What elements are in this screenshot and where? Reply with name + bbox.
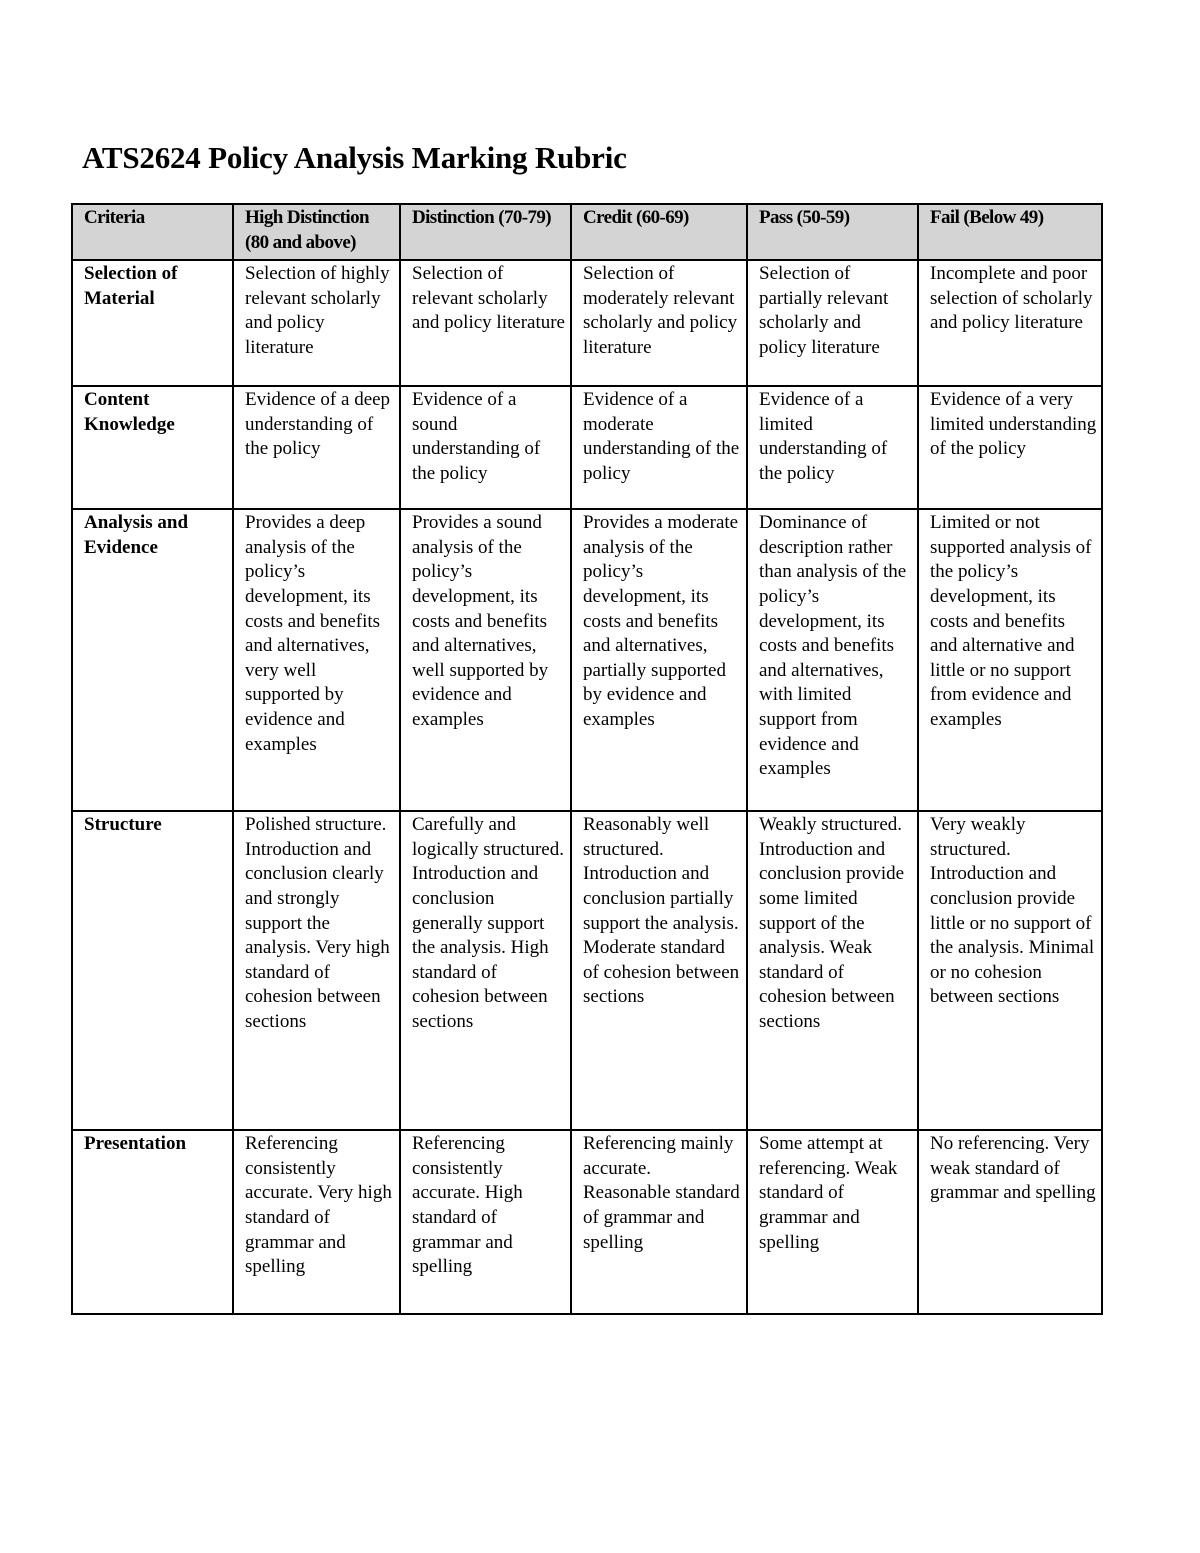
header-criteria: Criteria [72, 204, 233, 260]
table-row-analysis-and-evidence [72, 509, 1102, 811]
rubric-cell-high-distinction: Selection of highly relevant scholarly and policy literature [233, 260, 400, 386]
rubric-cell-fail: No referencing. Very weak standard of grammar and spelling [918, 1130, 1102, 1314]
rubric-cell-high-distinction: Polished structure. Introduction and conclusion clearly and strongly support the analysis. Very high standard of cohesion between sections [233, 811, 400, 1130]
rubric-cell-high-distinction: Referencing consistently accurate. Very high standard of grammar and spelling [233, 1130, 400, 1314]
header-pass: Pass (50-59) [747, 204, 918, 260]
table-row-content-knowledge [72, 386, 1102, 509]
rubric-cell-distinction: Evidence of a sound understanding of the policy [400, 386, 571, 509]
header-row [72, 204, 1102, 260]
rubric-cell-credit: Evidence of a moderate understanding of the policy [571, 386, 747, 509]
rubric-cell-fail: Incomplete and poor selection of scholarly and policy literature [918, 260, 1102, 386]
rubric-cell-pass: Evidence of a limited understanding of the policy [747, 386, 918, 509]
rubric-cell-pass: Dominance of description rather than analysis of the policy’s development, its costs and benefits and alternatives, with limited support from evidence and examples [747, 509, 918, 811]
rubric-cell-distinction: Provides a sound analysis of the policy’s development, its costs and benefits and alternatives, well supported by evidence and examples [400, 509, 571, 811]
rubric-cell-credit: Provides a moderate analysis of the policy’s development, its costs and benefits and alternatives, partially supported by evidence and examples [571, 509, 747, 811]
rubric-cell-pass: Weakly structured. Introduction and conclusion provide some limited support of the analysis. Weak standard of cohesion between sections [747, 811, 918, 1130]
rubric-cell-distinction: Carefully and logically structured. Introduction and conclusion generally support the analysis. High standard of cohesion between sections [400, 811, 571, 1130]
table-row-selection-of-material [72, 260, 1102, 386]
criterion-cell: Content Knowledge [72, 386, 233, 509]
rubric-cell-credit: Reasonably well structured. Introduction and conclusion partially support the analysis. Moderate standard of cohesion between sections [571, 811, 747, 1130]
header-high-distinction: High Distinction (80 and above) [233, 204, 400, 260]
header-credit: Credit (60-69) [571, 204, 747, 260]
rubric-cell-fail: Evidence of a very limited understanding of the policy [918, 386, 1102, 509]
criterion-cell: Presentation [72, 1130, 233, 1314]
rubric-cell-high-distinction: Provides a deep analysis of the policy’s development, its costs and benefits and alternatives, very well supported by evidence and examples [233, 509, 400, 811]
rubric-cell-pass: Some attempt at referencing. Weak standard of grammar and spelling [747, 1130, 918, 1314]
rubric-cell-credit: Selection of moderately relevant scholarly and policy literature [571, 260, 747, 386]
rubric-cell-fail: Very weakly structured. Introduction and conclusion provide little or no support of the analysis. Minimal or no cohesion between sections [918, 811, 1102, 1130]
rubric-cell-distinction: Selection of relevant scholarly and policy literature [400, 260, 571, 386]
rubric-cell-fail: Limited or not supported analysis of the policy’s development, its costs and benefits and alternative and little or no support from evidence and examples [918, 509, 1102, 811]
table-header [72, 204, 1102, 260]
rubric-cell-credit: Referencing mainly accurate. Reasonable standard of grammar and spelling [571, 1130, 747, 1314]
criterion-cell: Structure [72, 811, 233, 1130]
rubric-cell-high-distinction: Evidence of a deep understanding of the policy [233, 386, 400, 509]
table-row-structure [72, 811, 1102, 1130]
page-title: ATS2624 Policy Analysis Marking Rubric [82, 140, 627, 175]
header-fail: Fail (Below 49) [918, 204, 1102, 260]
rubric-cell-distinction: Referencing consistently accurate. High standard of grammar and spelling [400, 1130, 571, 1314]
table-row-presentation [72, 1130, 1102, 1314]
table-body [72, 260, 1102, 1314]
marking-rubric-table [71, 203, 1103, 1315]
rubric-cell-pass: Selection of partially relevant scholarly and policy literature [747, 260, 918, 386]
header-distinction: Distinction (70-79) [400, 204, 571, 260]
criterion-cell: Selection of Material [72, 260, 233, 386]
criterion-cell: Analysis and Evidence [72, 509, 233, 811]
